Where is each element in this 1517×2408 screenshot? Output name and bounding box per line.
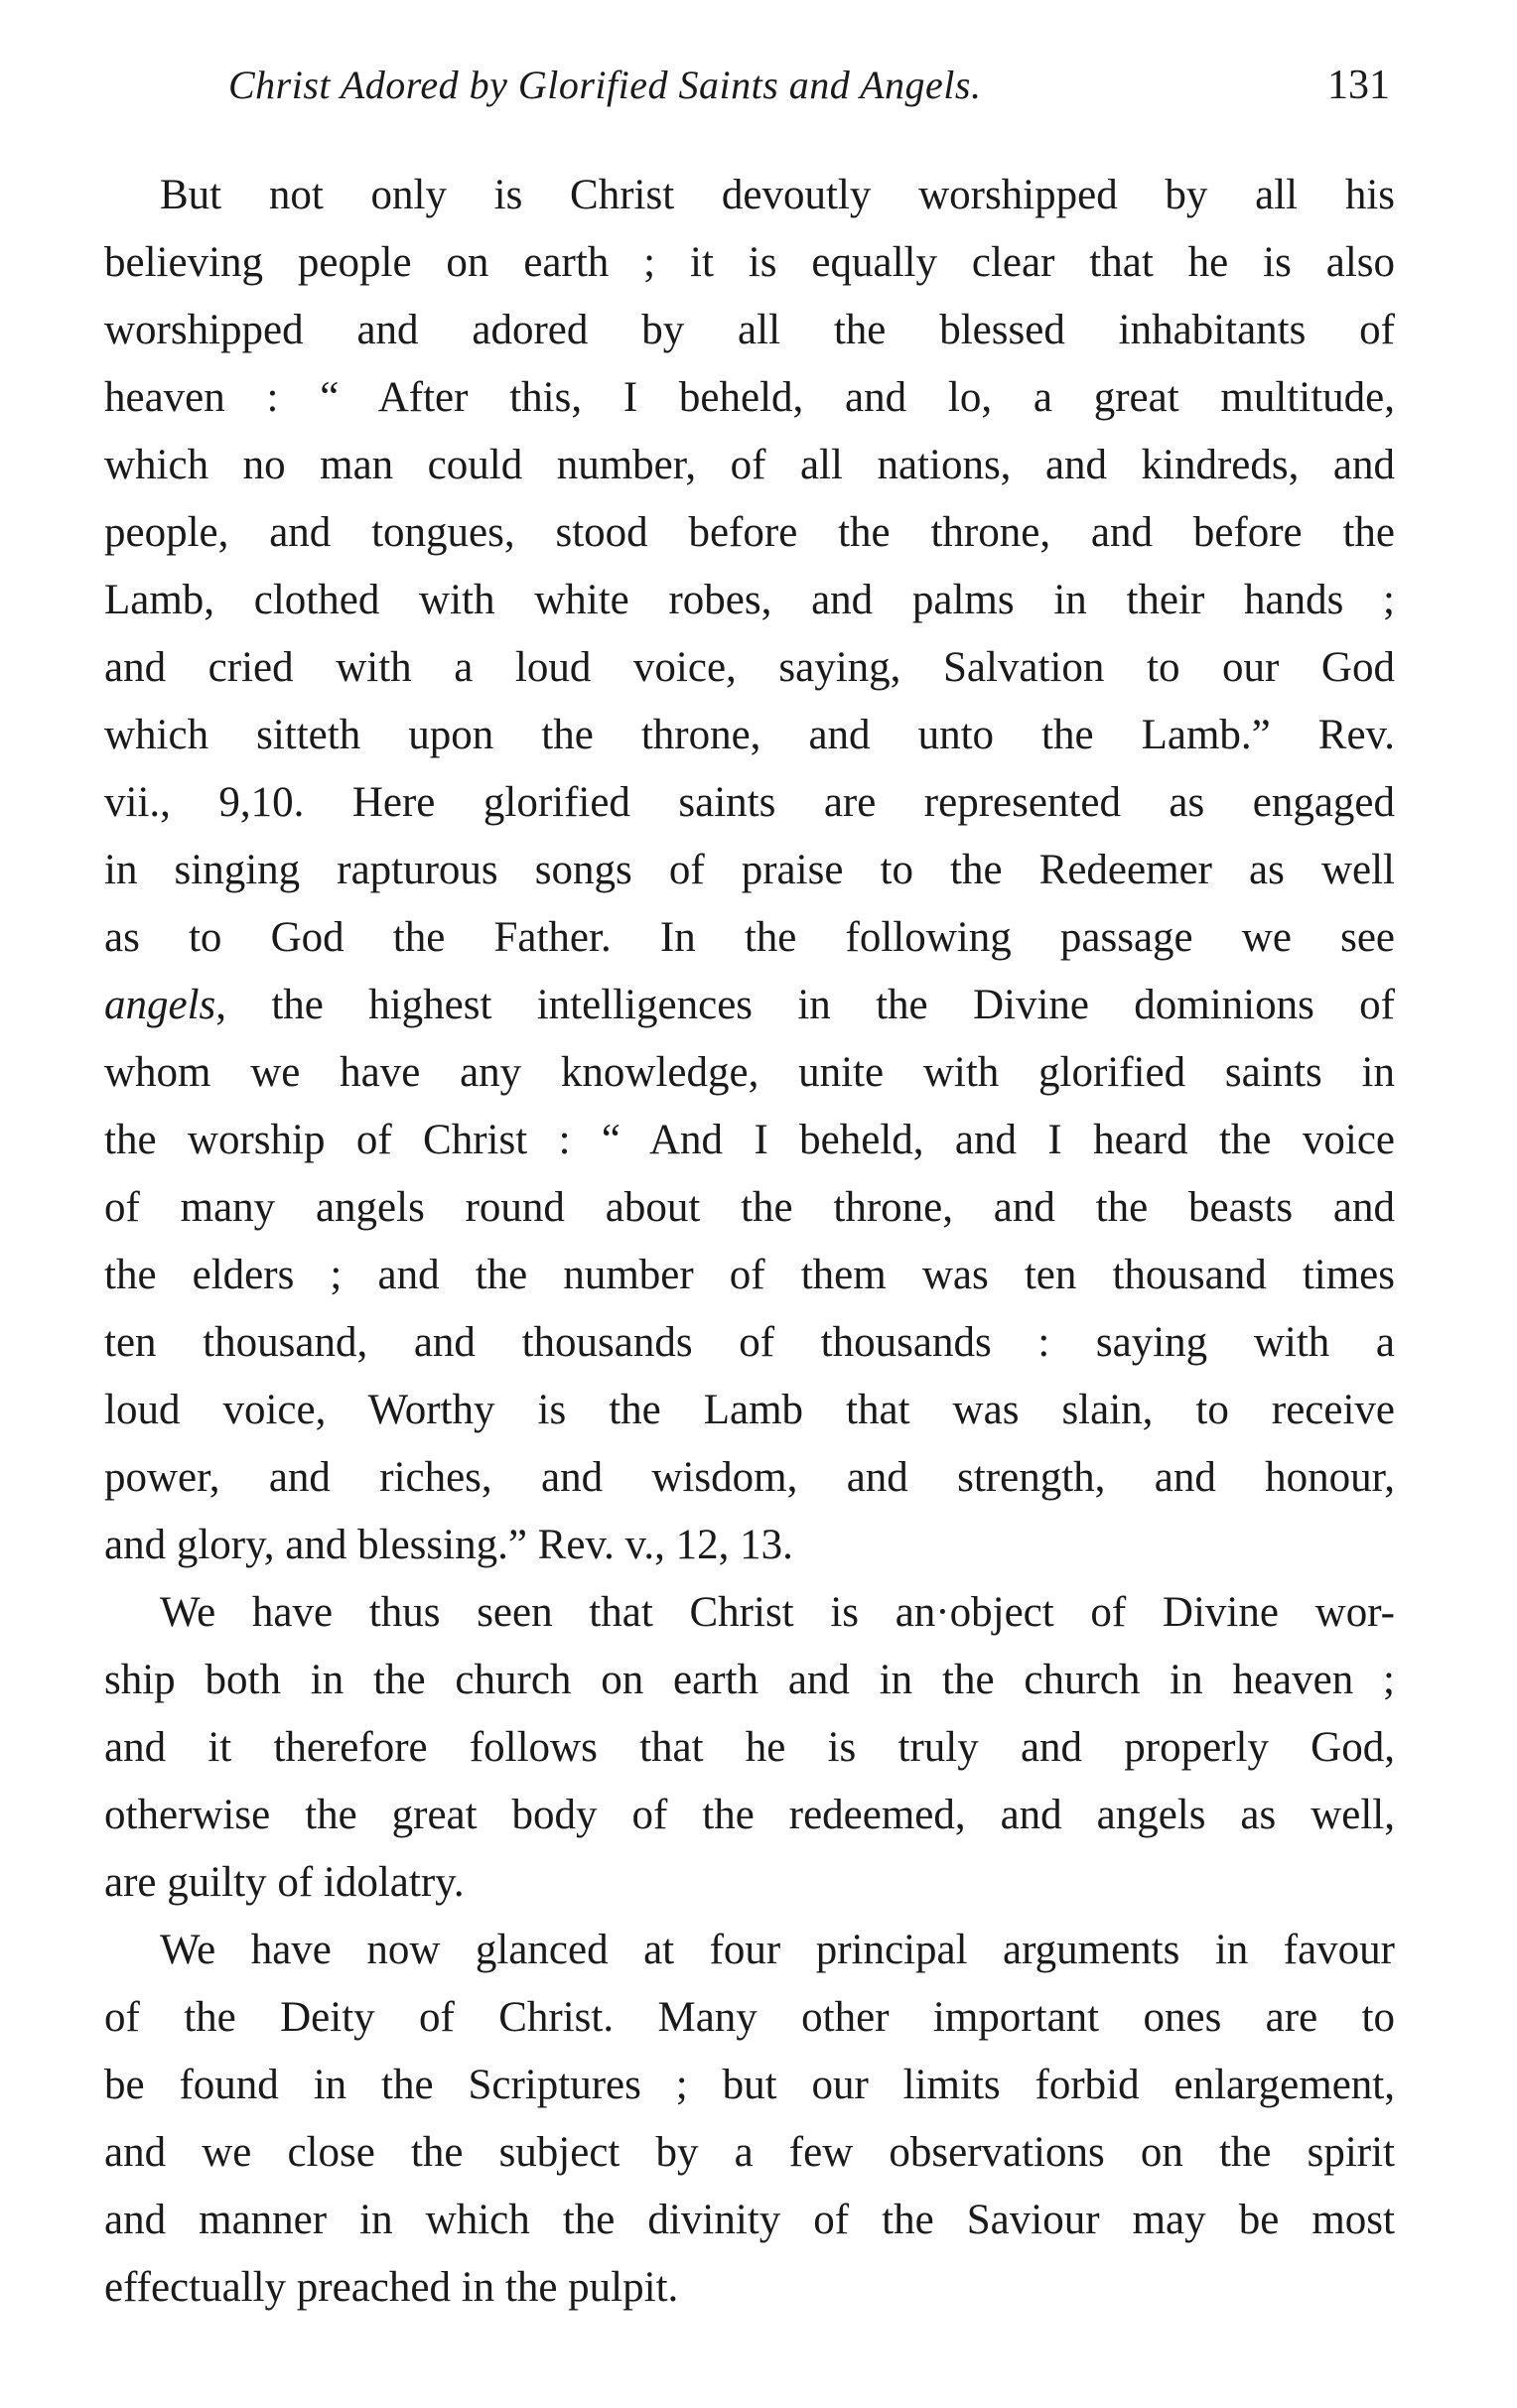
text-line: and it therefore follows that he is truly and properly God, bbox=[104, 1724, 1395, 1771]
text-line: But not only is Christ devoutly worshipped by all his bbox=[160, 172, 1395, 218]
emphasis-angels: angels bbox=[104, 982, 216, 1028]
text-line: vii., 9,10. Here glorified saints are represented as engaged bbox=[104, 779, 1395, 826]
text-line: effectually preached in the pulpit. bbox=[104, 2264, 679, 2311]
paragraph-1 bbox=[104, 162, 1395, 1579]
text-line: as to God the Father. In the following passage we see bbox=[104, 914, 1395, 961]
text-line: heaven : “ After this, I beheld, and lo, a great multitude, bbox=[104, 374, 1395, 421]
text-line: and manner in which the divinity of the Saviour may be most bbox=[104, 2197, 1395, 2243]
text-line-angels: angels, the highest intelligences in the Divine dominions of bbox=[104, 982, 1395, 1028]
text-line: We have now glanced at four principal arguments in favour bbox=[160, 1927, 1395, 1973]
text-line: in singing rapturous songs of praise to the Redeemer as well bbox=[104, 847, 1395, 893]
paragraph-2 bbox=[104, 1579, 1395, 1917]
text-line: whom we have any knowledge, unite with glorified saints in bbox=[104, 1049, 1395, 1096]
text-line: worshipped and adored by all the blessed inhabitants of bbox=[104, 307, 1395, 353]
text-line: ship both in the church on earth and in the church in heaven ; bbox=[104, 1657, 1395, 1703]
text-line: and glory, and blessing.” Rev. v., 12, 13. bbox=[104, 1522, 793, 1568]
text-line: are guilty of idolatry. bbox=[104, 1859, 465, 1906]
text-line: and we close the subject by a few observations on the spirit bbox=[104, 2129, 1395, 2176]
text-line: people, and tongues, stood before the throne, and before the bbox=[104, 509, 1395, 556]
text-line: be found in the Scriptures ; but our limits forbid enlargement, bbox=[104, 2062, 1395, 2108]
text-line: which no man could number, of all nations, and kindreds, and bbox=[104, 442, 1395, 488]
text-line: of many angels round about the throne, and the beasts and bbox=[104, 1184, 1395, 1231]
body-text bbox=[104, 162, 1395, 2322]
text-line: the elders ; and the number of them was ten thousand times bbox=[104, 1252, 1395, 1298]
text-line: the worship of Christ : “ And I beheld, and I heard the voice bbox=[104, 1117, 1395, 1163]
text-line: and cried with a loud voice, saying, Salvation to our God bbox=[104, 644, 1395, 691]
running-title: Christ Adored by Glorified Saints and Angels. bbox=[228, 63, 982, 107]
text-line: We have thus seen that Christ is an·object of Divine wor- bbox=[160, 1589, 1395, 1636]
text-line: Lamb, clothed with white robes, and palms in their hands ; bbox=[104, 577, 1395, 623]
running-head bbox=[228, 62, 1390, 121]
text-line: which sitteth upon the throne, and unto the Lamb.” Rev. bbox=[104, 712, 1395, 758]
text-line: loud voice, Worthy is the Lamb that was slain, to receive bbox=[104, 1387, 1395, 1433]
text-line: otherwise the great body of the redeemed, and angels as well, bbox=[104, 1792, 1395, 1838]
page-number: 131 bbox=[1327, 63, 1390, 108]
text-line: believing people on earth ; it is equally clear that he is also bbox=[104, 239, 1395, 286]
text-line: ten thousand, and thousands of thousands : saying with a bbox=[104, 1319, 1395, 1366]
paragraph-3 bbox=[104, 1917, 1395, 2322]
text-line: of the Deity of Christ. Many other important ones are to bbox=[104, 1994, 1395, 2041]
text-line: power, and riches, and wisdom, and strength, and honour, bbox=[104, 1454, 1395, 1501]
